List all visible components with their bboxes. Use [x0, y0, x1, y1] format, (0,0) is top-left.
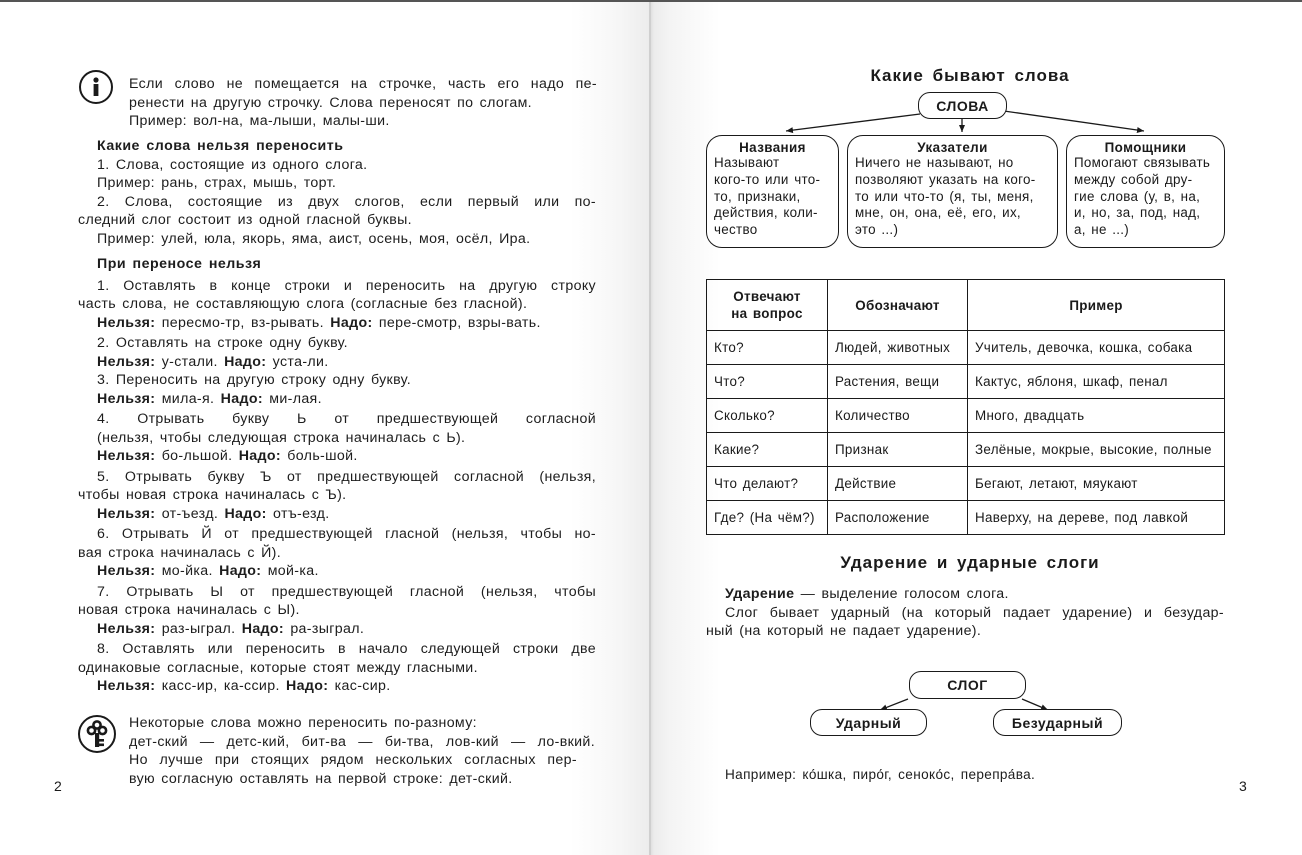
right-example: пере-смотр, взры-вать. [378, 314, 541, 331]
table-row [707, 433, 1225, 467]
label-right: Надо: [238, 448, 281, 464]
label-right: Надо: [219, 563, 262, 579]
syllable-root-node: СЛОГ [909, 671, 1026, 699]
category-line: мне, он, она, её, его, их, [855, 205, 1021, 221]
label-wrong: Нельзя: [97, 563, 156, 579]
unstressed-node: Безударный [993, 709, 1122, 736]
category-line: позволяют указать на кого- [855, 171, 1036, 187]
category-line: это ...) [855, 222, 899, 238]
label-right: Надо: [286, 678, 329, 694]
question-cell: Где? (На чём?) [707, 501, 828, 535]
rule-text: (нельзя, чтобы следующая строка начиналась с Ь). [97, 429, 466, 446]
wrong-example: бо-льшой. [161, 448, 233, 464]
meaning-cell: Расположение [828, 501, 968, 535]
rule-text: 4. Отрывать букву Ь от предшествующей согласной [97, 411, 596, 427]
column-header: Обозначают [828, 280, 968, 331]
info-line: Пример: вол-на, ма-лыши, малы-ши. [129, 113, 390, 129]
meaning-cell: Растения, вещи [828, 365, 968, 399]
label-right: Надо: [220, 390, 263, 407]
key-line: Но лучше при стоящих рядом нескольких согласных пер- [129, 752, 577, 768]
page-number-right: 3 [1239, 778, 1247, 794]
example-cell: Учитель, девочка, кошка, собака [968, 331, 1225, 365]
category-line: Называют [714, 155, 780, 170]
wrong-example: мо-йка. [161, 563, 213, 579]
category-line: то или что-то (я, ты, меня, [855, 188, 1034, 204]
table-row [707, 365, 1225, 399]
label-right: Надо: [224, 505, 267, 522]
label-wrong: Нельзя: [97, 620, 156, 637]
stressed-node: Ударный [810, 709, 927, 736]
example-cell: Бегают, летают, мяукают [968, 467, 1225, 501]
category-line: гие слова (у, в, на, [1074, 188, 1201, 204]
wrong-example: мила-я. [161, 390, 215, 407]
stress-heading: Ударение и ударные слоги [840, 553, 1100, 572]
rule-text: 6. Отрывать Й от предшествующей гласной (нельзя, чтобы но- [97, 526, 596, 542]
example-cell: Наверху, на дереве, под лавкой [968, 501, 1225, 535]
table-body [707, 331, 1225, 535]
category-line: Ничего не называют, но [855, 155, 1014, 170]
category-line: а, не ...) [1074, 222, 1130, 238]
question-cell: Что делают? [707, 467, 828, 501]
words-diagram-title: Какие бывают слова [870, 66, 1070, 85]
category-title: Помощники [1104, 140, 1187, 155]
definition-term: Ударение [725, 586, 795, 602]
label-wrong: Нельзя: [97, 678, 156, 694]
rule-text: 1. Оставлять в конце строки и переносить на другую строку [97, 277, 596, 294]
question-cell: Кто? [707, 331, 828, 365]
table-row [707, 501, 1225, 535]
rule-text: 5. Отрывать букву Ъ от предшествующей согласной (нельзя, [97, 468, 596, 485]
rule-text: следний слог состоит из одной гласной буквы. [78, 212, 412, 228]
example-cell: Много, двадцать [968, 399, 1225, 433]
wrong-example: раз-ыграл. [161, 620, 236, 637]
info-line: ренести на другую строчку. Слова переносят по слогам. [129, 94, 532, 111]
category-line: и, но, за, под, над, [1074, 205, 1201, 221]
rule-text: одинаковые согласные, которые стоят между гласными. [78, 659, 478, 676]
example-cell: Кактус, яблоня, шкаф, пенал [968, 365, 1225, 399]
label-wrong: Нельзя: [97, 448, 156, 464]
label-wrong: Нельзя: [97, 390, 156, 407]
category-pointers [847, 135, 1058, 248]
question-cell: Что? [707, 365, 828, 399]
meaning-cell: Людей, животных [828, 331, 968, 365]
info-line: Если слово не помещается на строчке, часть его надо пе- [129, 76, 597, 92]
rule-text: новая строка начиналась с Ы). [78, 602, 300, 618]
rule-text: 2. Слова, состоящие из двух слогов, если первый или по- [97, 193, 596, 210]
right-example: ра-зыграл. [290, 620, 365, 637]
right-example: уста-ли. [272, 353, 329, 370]
label-wrong: Нельзя: [97, 353, 156, 370]
page-number-left: 2 [54, 778, 62, 794]
category-line: то, признаки, [714, 188, 801, 204]
right-example: ми-лая. [269, 390, 322, 407]
category-line: кого-то или что- [714, 171, 821, 187]
question-cell: Какие? [707, 433, 828, 467]
rule-text: 7. Отрывать Ы от предшествующей гласной (нельзя, чтобы [97, 583, 596, 600]
rule-text: часть слова, не составляющую слога (согласные без гласной). [78, 296, 528, 312]
label-right: Надо: [330, 314, 373, 331]
label-wrong: Нельзя: [97, 314, 156, 331]
column-header: Пример [968, 280, 1225, 331]
stress-paragraph-line: Слог бывает ударный (на который падает ударение) и безудар- [725, 604, 1224, 621]
meaning-cell: Признак [828, 433, 968, 467]
category-title: Названия [739, 140, 806, 155]
right-example: отъ-езд. [273, 505, 330, 522]
right-example: мой-ка. [267, 563, 319, 579]
wrong-example: пересмо-тр, вз-рывать. [161, 314, 324, 331]
category-line: чество [714, 222, 758, 238]
arrow-to-names [786, 114, 920, 131]
label-right: Надо: [224, 353, 267, 370]
section-heading: При переносе нельзя [97, 256, 262, 272]
section-heading: Какие слова нельзя переносить [97, 138, 344, 154]
category-line: между собой дру- [1074, 171, 1193, 187]
table-row [707, 331, 1225, 365]
key-line: вую согласную оставлять на первой строке: дет-ский. [129, 770, 513, 787]
category-line: действия, коли- [714, 205, 818, 221]
example-text: Пример: рань, страх, мышь, торт. [97, 175, 337, 191]
category-names [706, 135, 839, 248]
label-right: Надо: [241, 620, 285, 637]
table-header-row [707, 280, 1225, 331]
question-cell: Сколько? [707, 399, 828, 433]
rule-text: 2. Оставлять на строке одну букву. [97, 335, 348, 351]
rule-text: чтобы новая строка начиналась с Ъ). [78, 487, 347, 503]
column-header-line: Отвечают [733, 289, 801, 304]
example-cell: Зелёные, мокрые, высокие, полные [968, 433, 1225, 467]
stress-paragraph-line: ный (на который не падает ударение). [706, 623, 982, 639]
category-title: Указатели [917, 140, 988, 155]
stress-definition [706, 585, 1224, 604]
stress-text [706, 585, 1224, 641]
right-example: боль-шой. [287, 448, 358, 464]
parts-of-speech-table [706, 279, 1225, 535]
stress-example: Например: ко́шка, пиро́г, сеноко́с, перепра́ва. [725, 767, 1036, 782]
key-line: дет-ский — детс-кий, бит-ва — би-тва, лов-кий — ло-вкий. [129, 733, 595, 750]
definition-rest: — выделение голосом слога. [794, 586, 1009, 602]
category-text [855, 155, 1050, 239]
column-header [707, 280, 828, 331]
key-line: Некоторые слова можно переносить по-разному: [129, 715, 477, 731]
wrong-example: касс-ир, ка-ссир. [161, 678, 280, 694]
rule-text: 3. Переносить на другую строку одну букву. [97, 372, 411, 388]
table-row [707, 467, 1225, 501]
wrong-example: от-ъезд. [161, 505, 219, 522]
words-root-node: СЛОВА [918, 92, 1007, 119]
rule-text: 8. Оставлять или переносить в начало следующей строки две [97, 641, 596, 657]
wrong-example: у-стали. [161, 353, 218, 370]
column-header-line: на вопрос [731, 306, 803, 321]
right-example: кас-сир. [334, 678, 391, 694]
category-line: Помогают связывать [1074, 155, 1211, 170]
category-text [714, 155, 831, 239]
example-text: Пример: улей, юла, якорь, яма, аист, осень, моя, осёл, Ира. [97, 230, 531, 247]
table-row [707, 399, 1225, 433]
category-text [1074, 155, 1217, 239]
meaning-cell: Количество [828, 399, 968, 433]
arrow-to-helpers [1004, 111, 1144, 131]
meaning-cell: Действие [828, 467, 968, 501]
category-helpers [1066, 135, 1225, 248]
label-wrong: Нельзя: [97, 505, 156, 522]
rule-text: вая строка начиналась с Й). [78, 544, 282, 561]
rule-text: 1. Слова, состоящие из одного слога. [97, 156, 368, 173]
